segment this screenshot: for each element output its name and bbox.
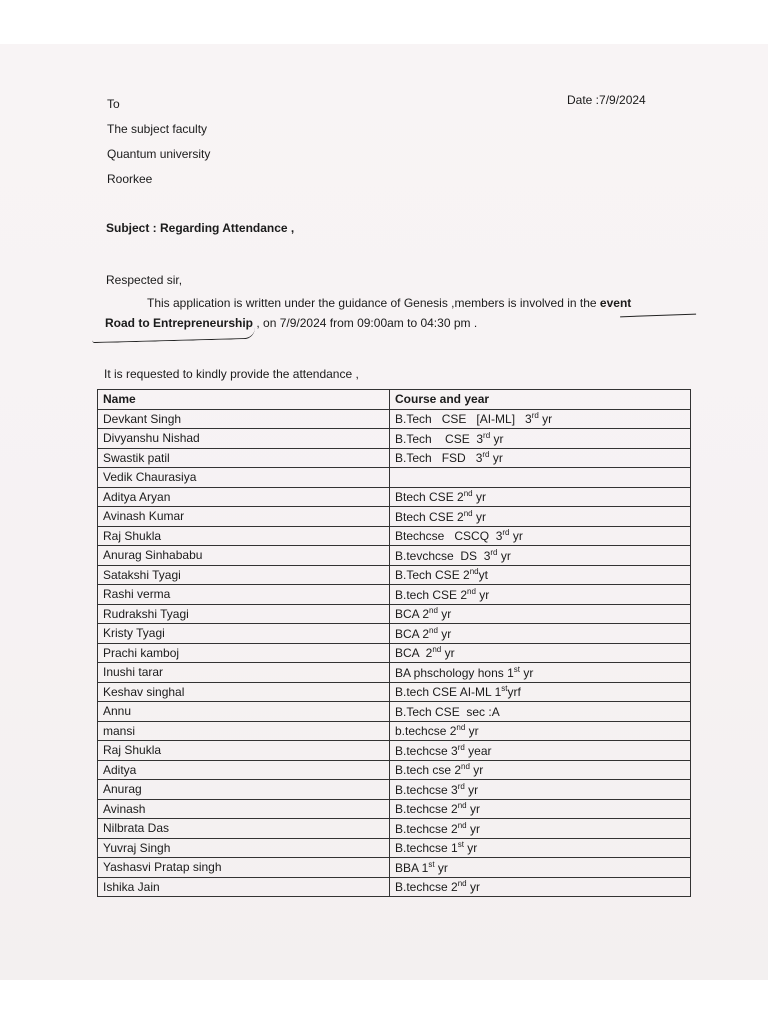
request-line: It is requested to kindly provide the attendance , [104, 367, 359, 381]
header-name: Name [98, 390, 390, 410]
student-name: Anurag Sinhababu [98, 546, 390, 566]
course-text: B.techcse 2 [395, 821, 458, 836]
course-suffix: yr [437, 626, 452, 641]
letter-date: Date :7/9/2024 [567, 93, 646, 107]
course-text: B.tevchcse DS 3 [395, 548, 491, 563]
course-text: BBA 1 [395, 860, 429, 875]
subject-label: Subject : [106, 221, 157, 235]
course-text: B.techcse 2 [395, 880, 458, 895]
student-course [390, 546, 691, 566]
student-name: Nilbrata Das [98, 819, 390, 839]
student-name: mansi [98, 721, 390, 741]
student-course [390, 429, 691, 449]
course-text: B.techcse 3 [395, 743, 458, 758]
scan-bottom-margin [0, 980, 768, 1024]
table-header-row [98, 390, 691, 410]
student-name: Rashi verma [98, 585, 390, 605]
course-text: BCA 2 [395, 607, 430, 622]
subject-text: Regarding Attendance , [160, 221, 295, 235]
student-course [390, 721, 691, 741]
student-name: Aditya Aryan [98, 487, 390, 507]
course-text: Btech CSE 2 [395, 490, 464, 505]
course-ordinal: st [457, 840, 464, 850]
course-suffix: yr [434, 860, 448, 875]
course-ordinal: nd [457, 801, 467, 811]
table-row [98, 468, 691, 488]
student-course [390, 780, 691, 800]
student-name: Divyanshu Nishad [98, 429, 390, 449]
course-ordinal: rd [482, 450, 490, 460]
course-ordinal: nd [463, 508, 473, 518]
course-ordinal: nd [456, 723, 466, 733]
table-row [98, 507, 691, 527]
student-course [390, 858, 691, 878]
course-suffix: yr [463, 841, 478, 856]
course-suffix: yr [465, 724, 479, 739]
course-text: B.Tech FSD 3 [395, 451, 483, 466]
course-ordinal: rd [490, 547, 498, 557]
course-text: B.tech CSE AI-ML 1 [395, 685, 502, 700]
table-row [98, 409, 691, 429]
student-name: Swastik patil [98, 448, 390, 468]
course-suffix: yr [466, 821, 480, 836]
student-course [390, 409, 691, 429]
course-ordinal: st [513, 664, 520, 674]
course-text: Btechcse CSCQ 3 [395, 529, 503, 544]
course-text: BCA 2 [395, 626, 430, 641]
table-row [98, 546, 691, 566]
course-text: BA phschology hons 1 [395, 665, 514, 680]
course-suffix: year [464, 743, 492, 758]
student-course [390, 799, 691, 819]
course-text: B.Tech CSE 3 [395, 431, 484, 446]
course-ordinal: nd [432, 645, 442, 655]
student-course [390, 877, 691, 897]
recipient-to: To [107, 97, 120, 111]
course-text: B.techcse 1 [395, 841, 458, 856]
header-course: Course and year [390, 390, 691, 410]
course-text: B.techcse 3 [395, 782, 458, 797]
table-row [98, 799, 691, 819]
recipient-line-2: Quantum university [107, 147, 211, 161]
student-name: Inushi tarar [98, 663, 390, 683]
student-name: Yashasvi Pratap singh [98, 858, 390, 878]
student-course [390, 819, 691, 839]
table-row [98, 624, 691, 644]
student-course [390, 760, 691, 780]
table-row [98, 448, 691, 468]
table-row [98, 760, 691, 780]
student-course [390, 526, 691, 546]
course-suffix: yr [472, 490, 486, 505]
course-ordinal: rd [502, 528, 510, 538]
table-row [98, 643, 691, 663]
student-name: Satakshi Tyagi [98, 565, 390, 585]
course-suffix: yr [441, 646, 455, 661]
table-row [98, 721, 691, 741]
student-name: Keshav singhal [98, 682, 390, 702]
table-row [98, 838, 691, 858]
table-row [98, 877, 691, 897]
student-course [390, 507, 691, 527]
student-course [390, 643, 691, 663]
course-ordinal: nd [429, 625, 438, 635]
student-name: Rudrakshi Tyagi [98, 604, 390, 624]
student-name: Kristy Tyagi [98, 624, 390, 644]
table-row [98, 565, 691, 585]
table-row [98, 780, 691, 800]
student-course [390, 682, 691, 702]
table-row [98, 526, 691, 546]
course-ordinal: nd [469, 567, 479, 577]
course-ordinal: nd [429, 606, 438, 616]
student-course [390, 741, 691, 761]
table-row [98, 663, 691, 683]
course-text: Btech CSE 2 [395, 509, 464, 524]
table-row [98, 585, 691, 605]
table-row [98, 858, 691, 878]
course-suffix: yr [520, 665, 534, 680]
course-text: b.techcse 2 [395, 724, 457, 739]
table-row [98, 702, 691, 722]
course-ordinal: rd [457, 781, 465, 791]
table-row [98, 429, 691, 449]
event-name: Road to Entrepreneurship [105, 316, 254, 330]
student-name: Vedik Chaurasiya [98, 468, 390, 488]
course-text: B.Tech CSE sec :A [395, 704, 500, 719]
course-suffix: yr [437, 607, 452, 622]
student-course [390, 838, 691, 858]
course-suffix: yr [472, 509, 486, 524]
student-course [390, 468, 691, 488]
course-suffix: yr [464, 782, 479, 797]
student-course [390, 624, 691, 644]
body-line-1-text: This application is written under the guidance of Genesis ,members is involved in the [147, 296, 597, 310]
course-ordinal: rd [483, 430, 491, 440]
body-paragraph-line-1 [147, 296, 631, 310]
course-text: B.Tech CSE 2 [395, 568, 470, 583]
course-suffix: yr [469, 763, 484, 778]
course-ordinal: rd [457, 742, 465, 752]
course-suffix: yrf [507, 685, 521, 700]
student-course [390, 487, 691, 507]
course-suffix: yr [466, 802, 480, 817]
student-name: Annu [98, 702, 390, 722]
course-ordinal: nd [457, 820, 467, 830]
recipient-line-3: Roorkee [107, 172, 153, 186]
course-suffix: yt [478, 568, 488, 583]
student-course [390, 604, 691, 624]
body-line-1-event: event [599, 296, 632, 310]
course-text: BCA 2 [395, 646, 433, 661]
student-name: Anurag [98, 780, 390, 800]
course-ordinal: st [428, 859, 435, 869]
attendance-table [97, 389, 691, 897]
table-row [98, 487, 691, 507]
course-suffix: yr [509, 529, 523, 544]
course-text: B.Tech CSE [AI-ML] 3 [395, 412, 532, 427]
course-suffix: yr [475, 587, 490, 602]
student-course [390, 663, 691, 683]
student-course [390, 702, 691, 722]
student-name: Raj Shukla [98, 526, 390, 546]
student-name: Ishika Jain [98, 877, 390, 897]
course-ordinal: nd [467, 586, 476, 596]
course-ordinal: nd [457, 879, 467, 889]
course-suffix: yr [489, 451, 503, 466]
student-name: Avinash Kumar [98, 507, 390, 527]
student-course [390, 585, 691, 605]
subject-line [106, 221, 294, 235]
student-name: Prachi kamboj [98, 643, 390, 663]
student-name: Raj Shukla [98, 741, 390, 761]
course-text: B.tech CSE 2 [395, 587, 468, 602]
course-ordinal: nd [463, 489, 473, 499]
course-ordinal: nd [461, 762, 470, 772]
recipient-line-1: The subject faculty [107, 122, 208, 136]
body-line-2-text: , on 7/9/2024 from 09:00am to 04:30 pm . [256, 316, 478, 330]
table-row [98, 682, 691, 702]
course-ordinal: rd [531, 411, 539, 421]
student-name: Devkant Singh [98, 409, 390, 429]
student-name: Avinash [98, 799, 390, 819]
body-paragraph-line-2 [105, 316, 477, 330]
student-name: Aditya [98, 760, 390, 780]
salutation: Respected sir, [106, 273, 183, 287]
table-row [98, 604, 691, 624]
course-text: B.techcse 2 [395, 802, 458, 817]
scan-top-margin [0, 0, 768, 44]
course-suffix: yr [497, 548, 511, 563]
course-suffix: yr [538, 412, 553, 427]
course-suffix: yr [490, 431, 504, 446]
student-course [390, 448, 691, 468]
table-row [98, 741, 691, 761]
student-course [390, 565, 691, 585]
table-row [98, 819, 691, 839]
course-suffix: yr [466, 880, 480, 895]
student-name: Yuvraj Singh [98, 838, 390, 858]
course-ordinal: st [501, 684, 508, 694]
course-text: B.tech cse 2 [395, 763, 462, 778]
